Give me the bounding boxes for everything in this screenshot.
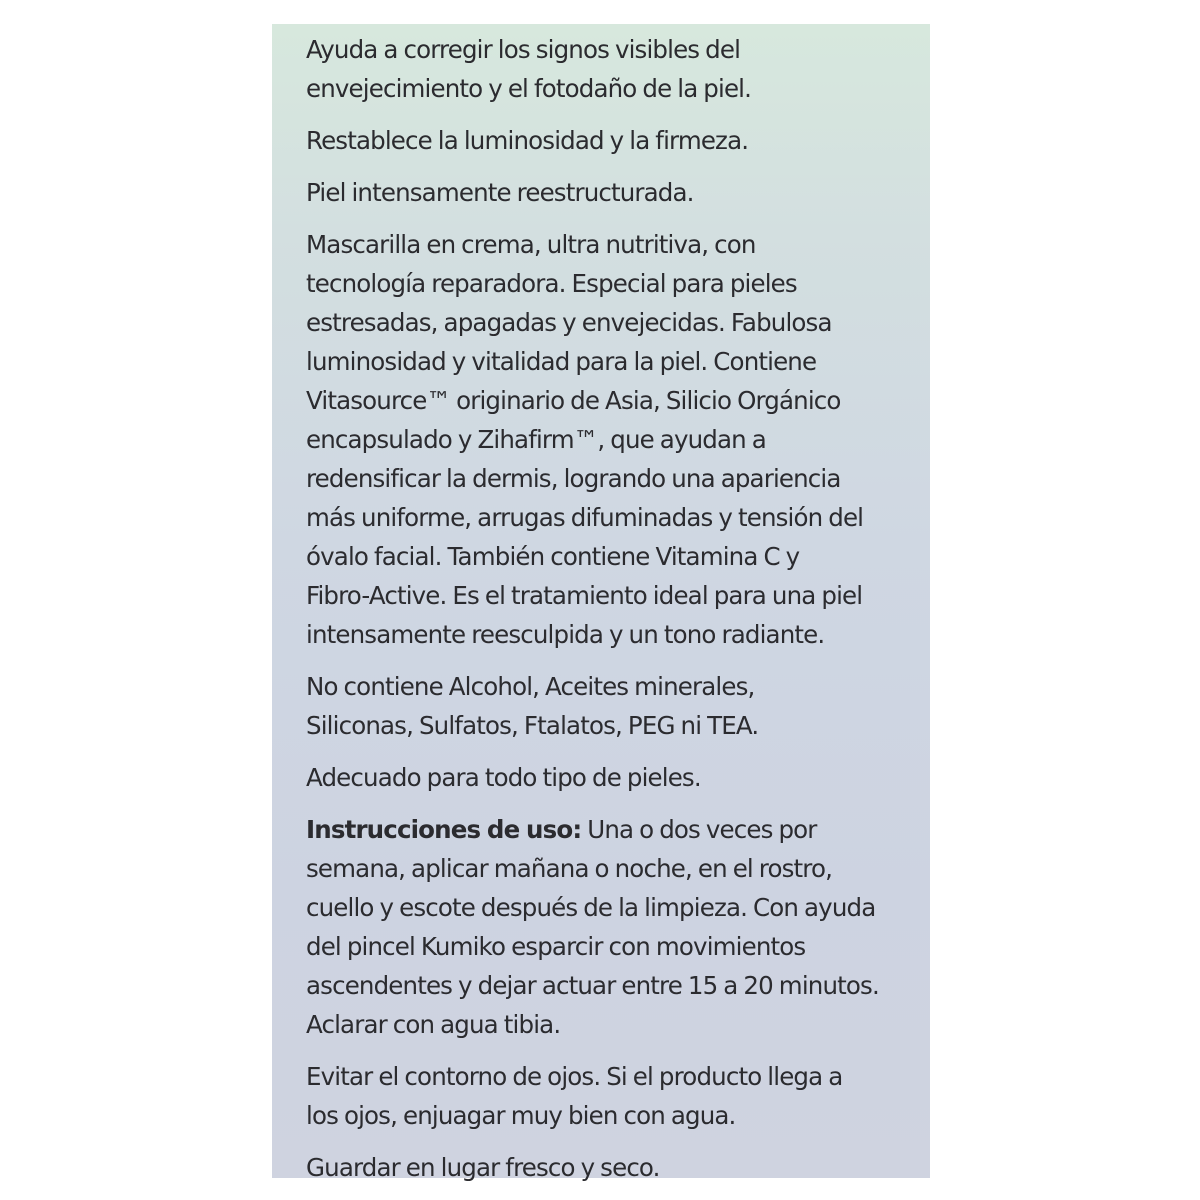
text-line: No contiene Alcohol, Aceites minerales, bbox=[306, 672, 755, 701]
text-line bbox=[306, 810, 910, 849]
storage-paragraph bbox=[306, 1148, 910, 1187]
text-line: estresadas, apagadas y envejecidas. Fabulosa bbox=[306, 308, 832, 337]
text-line: Vitasource™ originario de Asia, Silicio Orgánico bbox=[306, 386, 841, 415]
text-line: Mascarilla en crema, ultra nutritiva, con bbox=[306, 230, 756, 259]
text-line: Guardar en lugar fresco y seco. bbox=[306, 1153, 660, 1182]
text-line: cuello y escote después de la limpieza. Con ayuda bbox=[306, 893, 876, 922]
benefit-paragraph-restructured bbox=[306, 173, 910, 212]
text-line: Restablece la luminosidad y la firmeza. bbox=[306, 126, 749, 155]
text-line: Aclarar con agua tibia. bbox=[306, 1010, 561, 1039]
product-label bbox=[272, 24, 930, 1182]
text-line: Fibro-Active. Es el tratamiento ideal para una piel bbox=[306, 581, 863, 610]
instructions-heading: Instrucciones de uso: bbox=[306, 815, 582, 844]
text-line: del pincel Kumiko esparcir con movimientos bbox=[306, 932, 806, 961]
text-line: ascendentes y dejar actuar entre 15 a 20 minutos. bbox=[306, 971, 879, 1000]
text-line: intensamente reesculpida y un tono radiante. bbox=[306, 620, 825, 649]
text-line: los ojos, enjuagar muy bien con agua. bbox=[306, 1101, 736, 1130]
text-line: luminosidad y vitalidad para la piel. Contiene bbox=[306, 347, 817, 376]
text-line: Evitar el contorno de ojos. Si el producto llega a bbox=[306, 1062, 843, 1091]
text-line: más uniforme, arrugas difuminadas y tensión del bbox=[306, 503, 864, 532]
skin-type-paragraph bbox=[306, 758, 910, 797]
text-line: encapsulado y Zihafirm™, que ayudan a bbox=[306, 425, 766, 454]
text-line: tecnología reparadora. Especial para pieles bbox=[306, 269, 797, 298]
text-line: redensificar la dermis, logrando una apariencia bbox=[306, 464, 841, 493]
text-line: Ayuda a corregir los signos visibles del bbox=[306, 35, 741, 64]
instructions-text: Una o dos veces por bbox=[581, 815, 817, 844]
free-from-paragraph bbox=[306, 667, 910, 745]
description-paragraph bbox=[306, 225, 910, 654]
text-line: óvalo facial. También contiene Vitamina C y bbox=[306, 542, 800, 571]
text-line: Siliconas, Sulfatos, Ftalatos, PEG ni TEA. bbox=[306, 711, 759, 740]
text-line: envejecimiento y el fotodaño de la piel. bbox=[306, 74, 752, 103]
text-line: semana, aplicar mañana o noche, en el rostro, bbox=[306, 854, 833, 883]
benefit-paragraph-aging bbox=[306, 30, 910, 108]
text-line: Piel intensamente reestructurada. bbox=[306, 178, 694, 207]
benefit-paragraph-luminosity bbox=[306, 121, 910, 160]
text-line: Adecuado para todo tipo de pieles. bbox=[306, 763, 701, 792]
instructions-paragraph bbox=[306, 810, 910, 1044]
warning-paragraph bbox=[306, 1057, 910, 1135]
